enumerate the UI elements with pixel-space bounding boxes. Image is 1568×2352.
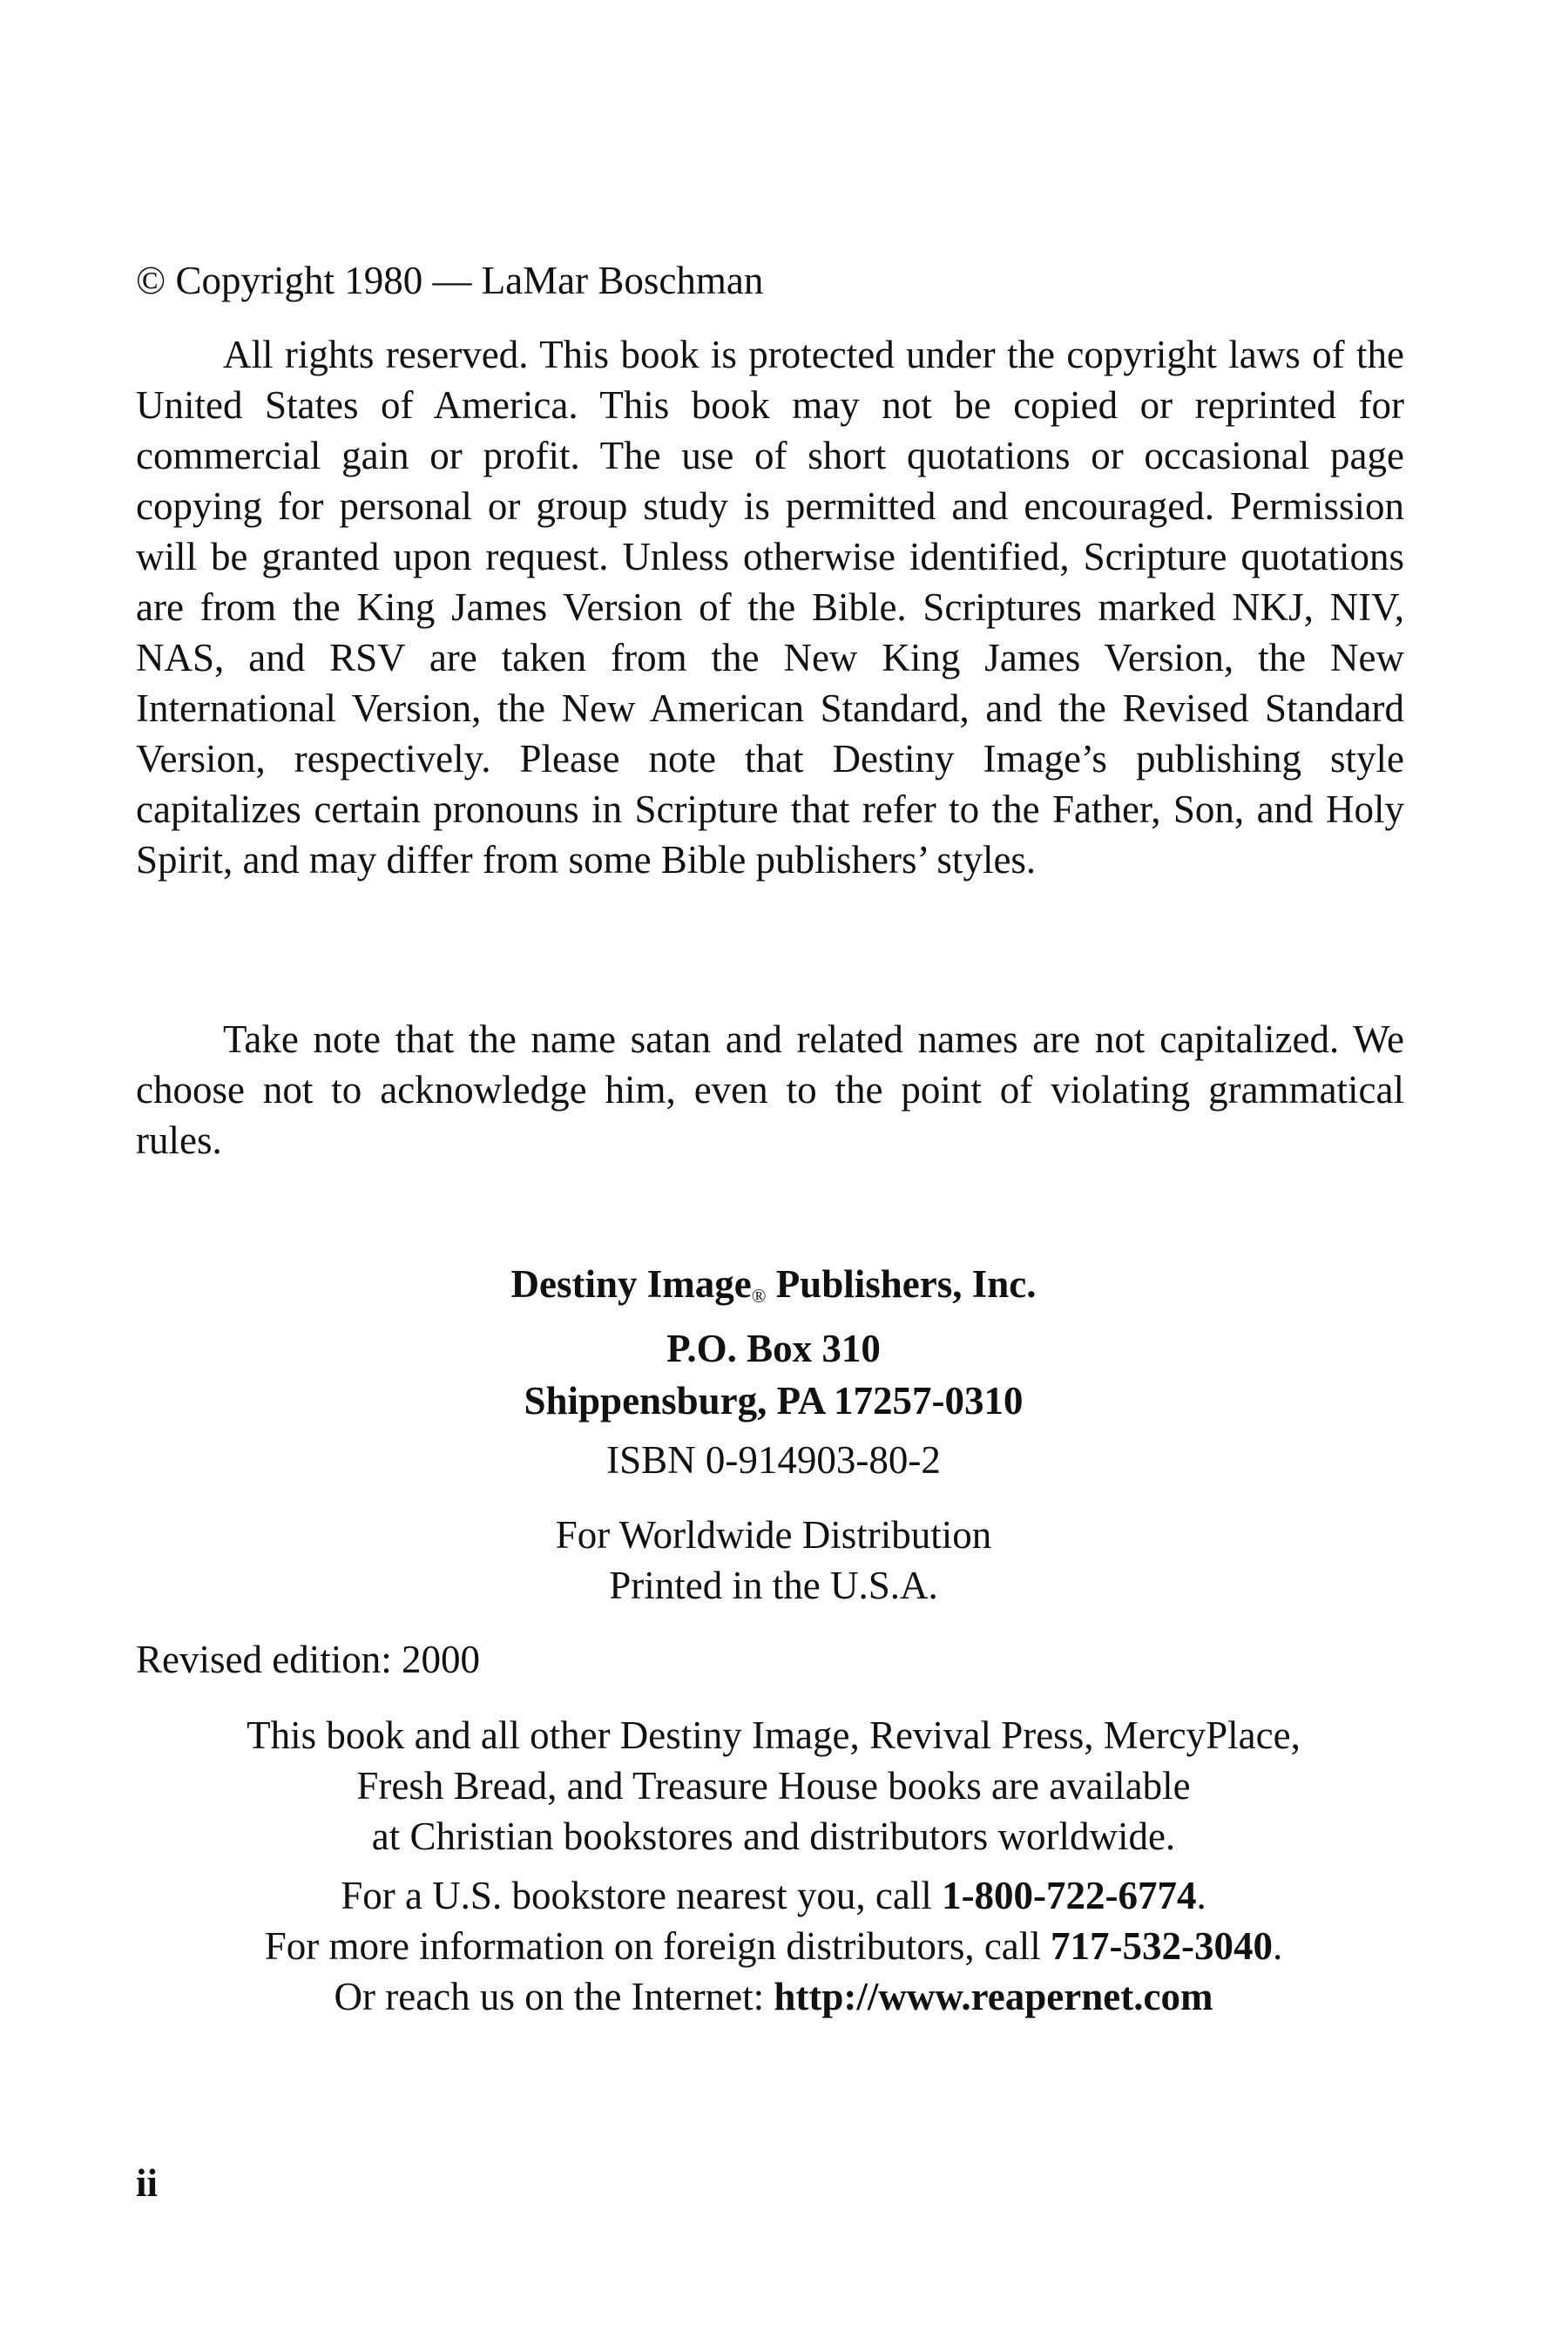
us-bookstore-prefix: For a U.S. bookstore nearest you, call bbox=[341, 1874, 943, 1917]
availability-info bbox=[136, 1710, 1411, 1862]
us-bookstore-line bbox=[136, 1870, 1411, 1921]
website-link[interactable]: http://www.reapernet.com bbox=[774, 1975, 1213, 2018]
copyright-line: © Copyright 1980 — LaMar Boschman bbox=[136, 259, 764, 302]
registered-mark: ® bbox=[751, 1285, 767, 1307]
foreign-distributor-line bbox=[136, 1921, 1411, 1971]
internet-line bbox=[136, 1971, 1411, 2022]
publisher-name-part2: Publishers, Inc. bbox=[766, 1262, 1037, 1306]
publisher-po-box: P.O. Box 310 bbox=[666, 1327, 881, 1370]
publisher-address bbox=[136, 1258, 1411, 1427]
availability-line-2: Fresh Bread, and Treasure House books are available bbox=[356, 1764, 1191, 1808]
us-phone-number: 1-800-722-6774 bbox=[942, 1874, 1197, 1917]
us-bookstore-suffix: . bbox=[1196, 1874, 1206, 1917]
foreign-phone-number: 717-532-3040 bbox=[1051, 1924, 1274, 1968]
foreign-distributor-prefix: For more information on foreign distributors, call bbox=[264, 1924, 1051, 1968]
page-number: ii bbox=[136, 2161, 159, 2205]
distribution-line-2: Printed in the U.S.A. bbox=[609, 1564, 938, 1607]
distribution-info bbox=[136, 1510, 1411, 1611]
rights-paragraph: All rights reserved. This book is protected under the copyright laws of the United States of America. This book may not be copied or reprinted for commercial gain or profit. The use of short quotations or occasional page copying for personal or group study is permitted and encouraged. Permission will be granted upon request. Unless otherwise identified, Scripture quotations are from the King James Version of the Bible. Scriptures marked NKJ, NIV, NAS, and RSV are taken from the New King James Version, the New International Version, the New American Standard, and the Revised Standard Version, respectively. Please note that Destiny Image’s publishing style capitalizes certain pronouns in Scripture that refer to the Father, Son, and Holy Spirit, and may differ from some Bible publishers’ styles. bbox=[136, 333, 1404, 882]
publisher-city: Shippensburg, PA 17257-0310 bbox=[524, 1379, 1024, 1423]
contact-info bbox=[136, 1870, 1411, 2022]
satan-note-paragraph: Take note that the name satan and related names are not capitalized. We choose not to acknowledge him, even to the point of violating grammatical rules. bbox=[136, 1017, 1404, 1162]
availability-line-3: at Christian bookstores and distributors worldwide. bbox=[371, 1815, 1176, 1858]
availability-line-1: This book and all other Destiny Image, Revival Press, MercyPlace, bbox=[247, 1713, 1301, 1757]
distribution-line-1: For Worldwide Distribution bbox=[555, 1513, 992, 1557]
foreign-distributor-suffix: . bbox=[1273, 1924, 1283, 1968]
isbn: ISBN 0-914903-80-2 bbox=[606, 1438, 941, 1482]
revised-edition: Revised edition: 2000 bbox=[136, 1638, 480, 1681]
publisher-name-part1: Destiny Image bbox=[510, 1262, 752, 1306]
publisher-name bbox=[136, 1258, 1411, 1322]
internet-prefix: Or reach us on the Internet: bbox=[334, 1975, 774, 2018]
